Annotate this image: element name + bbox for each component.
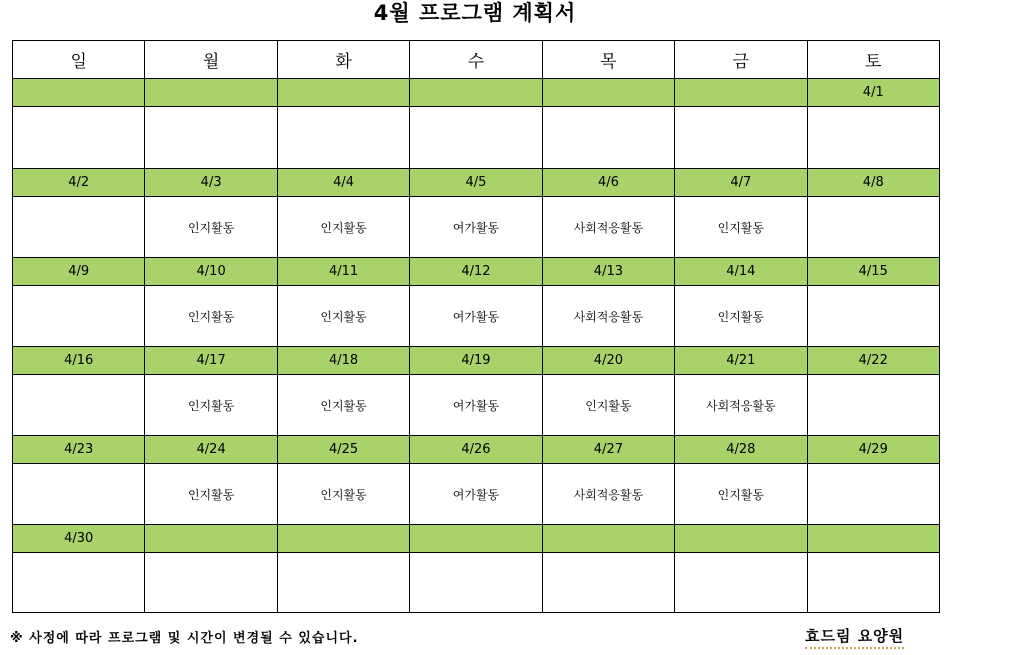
date-cell: 4/24: [145, 436, 277, 464]
activity-cell: [807, 197, 939, 258]
activity-row: [13, 107, 940, 169]
activity-cell: 인지활동: [277, 197, 409, 258]
calendar-table: [12, 40, 940, 613]
date-cell: 4/5: [410, 169, 542, 197]
weekday-thu: 목: [542, 41, 674, 79]
date-cell: [410, 525, 542, 553]
date-cell: [675, 525, 807, 553]
date-cell: 4/16: [13, 347, 145, 375]
activity-cell: [410, 553, 542, 613]
date-cell: [145, 79, 277, 107]
activity-cell: [807, 553, 939, 613]
activity-cell: [807, 107, 939, 169]
activity-cell: 인지활동: [145, 286, 277, 347]
activity-cell: [13, 375, 145, 436]
activity-cell: 인지활동: [145, 464, 277, 525]
activity-cell: 인지활동: [277, 464, 409, 525]
date-cell: 4/10: [145, 258, 277, 286]
activity-cell: [542, 553, 674, 613]
activity-cell: 사회적응활동: [542, 464, 674, 525]
activity-cell: 인지활동: [675, 286, 807, 347]
date-cell: 4/28: [675, 436, 807, 464]
activity-cell: [675, 553, 807, 613]
activity-cell: [13, 553, 145, 613]
date-cell: 4/7: [675, 169, 807, 197]
activity-cell: 인지활동: [675, 197, 807, 258]
activity-cell: [542, 107, 674, 169]
date-cell: 4/18: [277, 347, 409, 375]
activity-cell: 여가활동: [410, 375, 542, 436]
date-row: [13, 169, 940, 197]
date-cell: [542, 525, 674, 553]
activity-cell: [410, 107, 542, 169]
date-cell: [542, 79, 674, 107]
date-cell: 4/26: [410, 436, 542, 464]
date-cell: 4/9: [13, 258, 145, 286]
date-cell: 4/14: [675, 258, 807, 286]
weekday-sat: 토: [807, 41, 939, 79]
date-cell: 4/22: [807, 347, 939, 375]
date-cell: 4/17: [145, 347, 277, 375]
activity-cell: 인지활동: [675, 464, 807, 525]
activity-cell: [277, 107, 409, 169]
activity-cell: [13, 107, 145, 169]
date-cell: 4/19: [410, 347, 542, 375]
organization-name: 효드림 요양원: [805, 625, 904, 649]
date-row: [13, 79, 940, 107]
date-cell: 4/1: [807, 79, 939, 107]
activity-cell: [145, 553, 277, 613]
schedule-change-note: ※ 사정에 따라 프로그램 및 시간이 변경될 수 있습니다.: [10, 631, 359, 646]
date-cell: 4/12: [410, 258, 542, 286]
date-cell: [145, 525, 277, 553]
date-cell: 4/27: [542, 436, 674, 464]
weekday-tue: 화: [277, 41, 409, 79]
activity-cell: [807, 286, 939, 347]
activity-cell: [675, 107, 807, 169]
activity-cell: 인지활동: [277, 375, 409, 436]
activity-row: [13, 464, 940, 525]
date-cell: [277, 525, 409, 553]
activity-cell: 사회적응활동: [542, 197, 674, 258]
date-cell: 4/15: [807, 258, 939, 286]
weekday-mon: 월: [145, 41, 277, 79]
date-cell: [675, 79, 807, 107]
date-row: [13, 436, 940, 464]
date-cell: 4/23: [13, 436, 145, 464]
activity-cell: 인지활동: [145, 197, 277, 258]
weekday-wed: 수: [410, 41, 542, 79]
activity-cell: 여가활동: [410, 197, 542, 258]
date-cell: 4/2: [13, 169, 145, 197]
activity-cell: [145, 107, 277, 169]
weekday-sun: 일: [13, 41, 145, 79]
date-cell: 4/11: [277, 258, 409, 286]
date-cell: 4/20: [542, 347, 674, 375]
date-cell: [410, 79, 542, 107]
date-cell: 4/3: [145, 169, 277, 197]
activity-cell: [277, 553, 409, 613]
activity-row: [13, 197, 940, 258]
date-cell: 4/30: [13, 525, 145, 553]
activity-cell: 인지활동: [542, 375, 674, 436]
date-cell: 4/21: [675, 347, 807, 375]
date-cell: [13, 79, 145, 107]
page-title: 4월 프로그램 계획서: [373, 1, 577, 25]
activity-cell: [13, 464, 145, 525]
activity-cell: 인지활동: [145, 375, 277, 436]
activity-row: [13, 553, 940, 613]
activity-cell: 사회적응활동: [675, 375, 807, 436]
activity-cell: 여가활동: [410, 286, 542, 347]
weekday-header-row: [13, 41, 940, 79]
activity-cell: [807, 464, 939, 525]
date-cell: [807, 525, 939, 553]
date-cell: [277, 79, 409, 107]
activity-cell: [807, 375, 939, 436]
activity-cell: [13, 197, 145, 258]
activity-cell: [13, 286, 145, 347]
date-row: [13, 525, 940, 553]
activity-cell: 여가활동: [410, 464, 542, 525]
date-cell: 4/13: [542, 258, 674, 286]
date-row: [13, 347, 940, 375]
activity-cell: 인지활동: [277, 286, 409, 347]
date-cell: 4/29: [807, 436, 939, 464]
date-cell: 4/6: [542, 169, 674, 197]
weekday-fri: 금: [675, 41, 807, 79]
date-cell: 4/4: [277, 169, 409, 197]
activity-cell: 사회적응활동: [542, 286, 674, 347]
date-cell: 4/25: [277, 436, 409, 464]
activity-row: [13, 375, 940, 436]
date-row: [13, 258, 940, 286]
date-cell: 4/8: [807, 169, 939, 197]
activity-row: [13, 286, 940, 347]
calendar-body: [13, 79, 940, 613]
